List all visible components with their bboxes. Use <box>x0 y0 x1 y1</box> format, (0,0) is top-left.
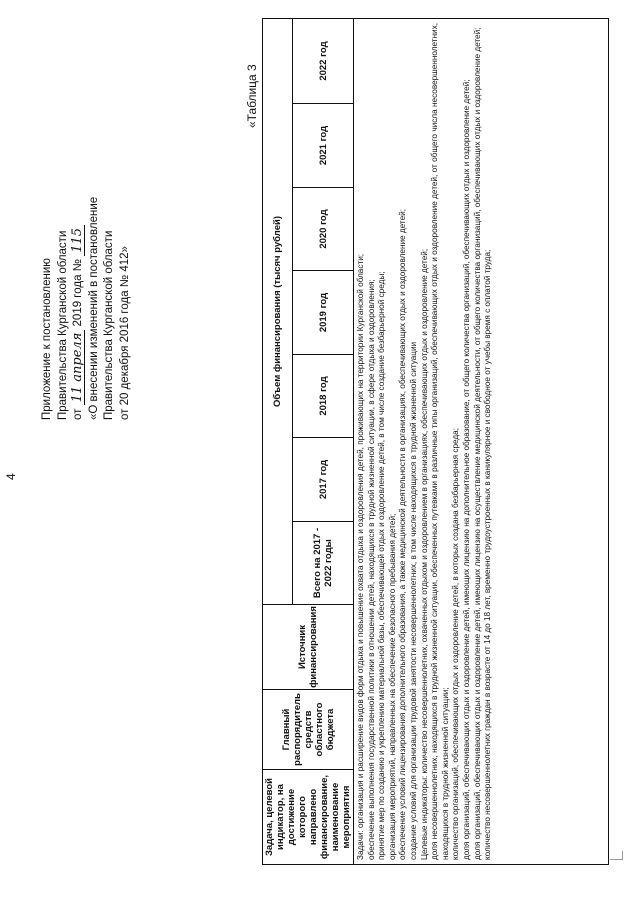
appendix-line-5: Правительства Курганской области <box>103 230 115 420</box>
appendix-line-2: Правительства Курганской области <box>56 230 69 420</box>
appendix-header <box>40 60 133 420</box>
appendix-line-1: Приложение к постановлению <box>41 258 53 420</box>
header-year-2019: 2019 год <box>293 270 354 354</box>
financing-table <box>262 18 609 865</box>
appendix-year: 2019 года № <box>72 258 84 327</box>
handwritten-date: 11 апреля <box>71 330 85 406</box>
table-row: обеспечение выполнения государственной политики в отношении детей, находящихся в трудной жизненной ситуации, в сфере отдыха и оздоровления; <box>366 279 376 860</box>
header-task: Задача, целевой индикатор, на достижение которого направлено финансирование, наименование мероприятия <box>263 769 354 864</box>
table-row: количество организаций, обеспечивающих отдых и оздоровление детей, в которых создана безбарьерная среда; <box>451 427 461 860</box>
header-year-2018: 2018 год <box>293 354 354 437</box>
page-number: 4 <box>4 473 18 480</box>
header-manager: Главный распорядитель средств областного бюджета <box>263 689 354 769</box>
table-row: доля организаций, обеспечивающих отдых и оздоровление детей, имеющих лицензию на дополнительное образование, от общего количества организаций, обеспечивающих отдых и оздоровление детей; <box>461 79 471 860</box>
table-row: количество несовершеннолетних граждан в возрасте от 14 до 18 лет, временно трудоустроенных в каникулярное и свободное от учебы время с оплатой труда; <box>483 249 493 860</box>
table-row: Целевые индикаторы: количество несовершеннолетних, охваченных отдыхом и оздоровлением в организациях, обеспечивающих отдых и оздоровление детей; <box>419 248 429 860</box>
table-row: принятие мер по созданию и укреплению материальной базы, обеспечивающей отдых и оздоровление детей, в том числе создание безбарьерной среды; <box>377 271 387 860</box>
header-total: Всего на 2017 - 2022 годы <box>293 521 354 604</box>
table-row: доля несовершеннолетних, находящихся в трудной жизненной ситуации, обеспеченных путевками в различные типы организаций, обеспечивающих отдых и оздоровление детей, от общего числа несовершеннолетних, находящихся в трудной жизненной ситуации; <box>430 23 450 860</box>
corner-mark <box>610 851 623 860</box>
table-row: доля организаций, обеспечивающих отдых и оздоровление детей, имеющих лицензию на осуществление медицинской деятельности, от общего количества организаций, обеспечивающих отдых и оздоровление детей; <box>472 27 482 860</box>
header-source: Источник финансирования <box>263 604 354 689</box>
table-row: обеспечение условий лицензирования дополнительного образования, а также медицинской деятельности в организациях, обеспечивающих отдых и оздоровление детей; <box>398 209 408 860</box>
table-row: создание условий для организации трудовой занятости несовершеннолетних, в том числе находящихся в трудной жизненной ситуации <box>408 341 418 860</box>
header-year-2017: 2017 год <box>293 437 354 521</box>
header-volume: Объем финансирования (тысяч рублей) <box>263 19 293 604</box>
header-year-2020: 2020 год <box>293 187 354 270</box>
table-label: «Таблица 3 <box>245 64 259 128</box>
appendix-line-3 <box>71 60 87 420</box>
table-row: Задачи: организация и расширение видов форм отдыха и повышение охвата отдыха и оздоровления детей, проживающих на территории Курганской области; <box>356 253 365 860</box>
handwritten-number: 115 <box>71 225 85 256</box>
header-year-2021: 2021 год <box>293 103 354 187</box>
appendix-from: от <box>72 408 84 420</box>
table-row: организация мероприятий, направленных на обеспечение безопасного пребывания детей; <box>387 513 397 860</box>
table-body <box>354 19 608 864</box>
appendix-line-4: «О внесении изменений в постановление <box>87 196 100 420</box>
appendix-line-6: от 20 декабря 2016 года № 412» <box>118 246 131 420</box>
header-year-2022: 2022 год <box>293 19 354 103</box>
